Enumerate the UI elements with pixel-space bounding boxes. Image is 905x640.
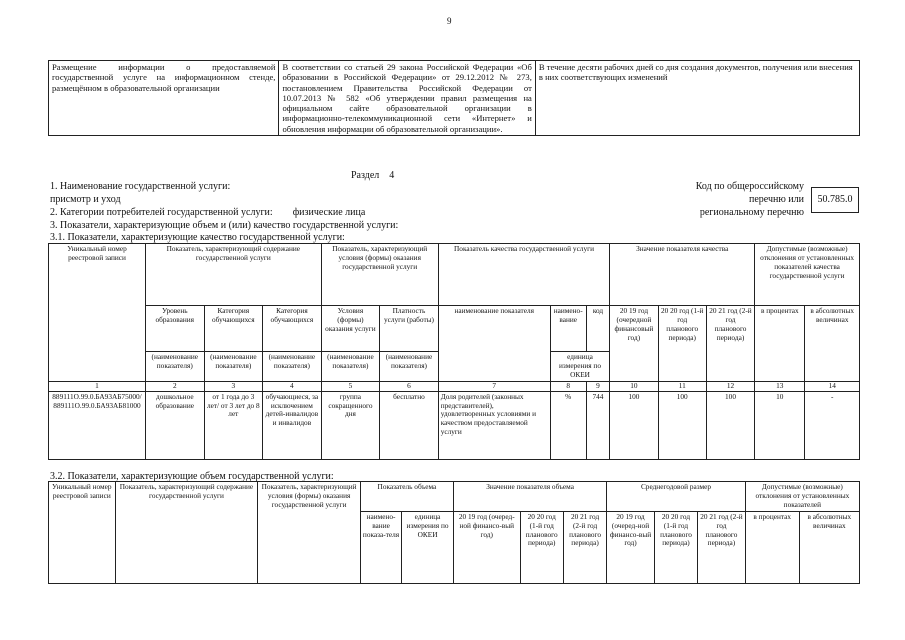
v-h-y1: 20 19 год (очеред-ной финансо-вый год) — [453, 511, 520, 583]
q-col-num: 9 — [586, 381, 610, 391]
q-row-v2: 100 — [658, 391, 706, 459]
q-col-num: 7 — [438, 381, 550, 391]
info-table — [48, 60, 860, 136]
q-h-year2: 20 20 год (1-й год планового периода) — [658, 306, 706, 382]
q-row-level: дошкольное образование — [146, 391, 205, 459]
q-row-unit: % — [550, 391, 586, 459]
q-h-cond-form: Условия (формы) оказания услуги — [321, 306, 380, 352]
q-h-deviation: Допустимые (возможные) отклонения от установленных показателей качества государственной услуги — [755, 244, 860, 306]
q-row-v1: 100 — [610, 391, 658, 459]
q-h-absolute: в абсолютных величинах — [805, 306, 860, 382]
v-h-unique: Уникальный номер реестровой записи — [49, 482, 116, 584]
okpd-line2: перечню или — [748, 194, 804, 205]
v-h-unit: единица измерения по ОКЕИ — [402, 511, 454, 583]
q-col-num: 6 — [380, 381, 439, 391]
q-h-name-ind-1: (наименование показателя) — [146, 352, 205, 382]
table-row — [49, 391, 860, 459]
okpd-line3: региональному перечню — [699, 207, 804, 218]
q-row-form: группа сокращенного дня — [321, 391, 380, 459]
q-row-dev-pct: 10 — [755, 391, 805, 459]
v-h-percent: в процентах — [745, 511, 799, 583]
v-h-volume: Показатель объема — [360, 482, 453, 512]
q-col-num: 1 — [49, 381, 146, 391]
v-h-y3: 20 21 год (2-й год планового периода) — [563, 511, 606, 583]
v-h-avg: Среднегодовой размер — [607, 482, 746, 512]
info-basis: В соответствии со статьей 29 закона Российской Федерации «Об образовании в Российской Федерации» от 29.12.2012 № 273, постановлением Правительства Российской Федерации от 10.07.2013 № 582 «Об утверждении правил размещения на официальном сайте образовательной организации в информационно-телекоммуникационной сети «Интернет» и обновления информации об образовательной организации». — [279, 61, 535, 136]
q-h-name-ind-5: (наименование показателя) — [380, 352, 439, 382]
q-h-year1: 20 19 год (очередной финансовый год) — [610, 306, 658, 382]
q-h-unit-code: код — [586, 306, 610, 352]
v-h-a1: 20 19 год (очеред-ной финансо-вый год) — [607, 511, 655, 583]
q-h-indicator-name: наименование показателя — [438, 306, 550, 382]
q-h-name-ind-2: (наименование показателя) — [204, 352, 263, 382]
v-h-a3: 20 21 год (2-й год планового периода) — [698, 511, 746, 583]
q-h-conditions: Показатель, характеризующий условия (формы) оказания государственной услуги — [321, 244, 438, 306]
volume-table — [48, 481, 860, 584]
page-number: 9 — [447, 16, 452, 26]
v-h-value: Значение показателя объема — [453, 482, 606, 512]
q-col-num: 2 — [146, 381, 205, 391]
v-h-a2: 20 20 год (1-й год планового периода) — [654, 511, 697, 583]
q-row-dev-abs: - — [805, 391, 860, 459]
q-row-category: от 1 года до 3 лет/ от 3 лет до 8 лет — [204, 391, 263, 459]
q-h-category2: Категория обучающихся — [263, 306, 322, 352]
q-col-num: 5 — [321, 381, 380, 391]
info-method: Размещение информации о предоставляемой государственной услуге на информационном стенде, размещённом в образовательной организации — [49, 61, 279, 136]
q-col-num: 3 — [204, 381, 263, 391]
q-h-percent: в процентах — [755, 306, 805, 382]
q-h-quality: Показатель качества государственной услуги — [438, 244, 610, 306]
q-h-unit: единица измерения по ОКЕИ — [550, 352, 610, 382]
volume-label: 3.2. Показатели, характеризующие объем государственной услуги: — [50, 471, 334, 482]
okpd-code: 50.785.0 — [811, 187, 859, 213]
q-h-name-ind-3: (наименование показателя) — [263, 352, 322, 382]
v-h-conditions: Показатель, характеризующий условия (формы) оказания государственной услуги — [258, 482, 361, 584]
q-col-num: 14 — [805, 381, 860, 391]
v-h-absolute: в абсолютных величинах — [799, 511, 859, 583]
quality-table — [48, 243, 860, 460]
q-row-indicator: Доля родителей (законных представителей), удовлетворенных условиями и качеством предоставляемой услуги — [438, 391, 550, 459]
q-col-num: 8 — [550, 381, 586, 391]
q-row-v3: 100 — [706, 391, 754, 459]
q-h-name-ind-4: (наименование показателя) — [321, 352, 380, 382]
q-col-num: 4 — [263, 381, 322, 391]
indicators-label: 3. Показатели, характеризующие объем и (или) качество государственной услуги: — [50, 220, 399, 231]
service-name-label: 1. Наименование государственной услуги: — [50, 181, 231, 192]
q-h-category: Категория обучающихся — [204, 306, 263, 352]
q-h-unit-name: наимено-вание — [550, 306, 586, 352]
q-h-unique: Уникальный номер реестровой записи — [49, 244, 146, 382]
q-row-code: 744 — [586, 391, 610, 459]
okpd-line1: Код по общероссийскому — [695, 181, 804, 192]
q-col-num: 10 — [610, 381, 658, 391]
q-col-num: 12 — [706, 381, 754, 391]
v-h-name: наимено-вание показа-теля — [360, 511, 401, 583]
v-h-content: Показатель, характеризующий содержание государственной услуги — [115, 482, 258, 584]
v-h-deviation: Допустимые (возможные) отклонения от установленных показателей — [745, 482, 859, 512]
q-h-value: Значение показателя качества — [610, 244, 755, 306]
categories-line: 2. Категории потребителей государственной услуги: физические лица — [50, 207, 366, 218]
service-name-value: присмотр и уход — [50, 194, 121, 205]
q-column-numbers — [49, 381, 860, 391]
v-h-y2: 20 20 год (1-й год планового периода) — [520, 511, 563, 583]
quality-label: 3.1. Показатели, характеризующие качество государственной услуги: — [50, 232, 345, 243]
info-frequency: В течение десяти рабочих дней со дня создания документов, получения или внесения в них соответствующих изменений — [535, 61, 859, 136]
section-heading: Раздел 4 — [351, 170, 395, 181]
q-col-num: 13 — [755, 381, 805, 391]
q-col-num: 11 — [658, 381, 706, 391]
q-h-pay: Платность услуги (работы) — [380, 306, 439, 352]
q-h-level: Уровень образования — [146, 306, 205, 352]
q-h-year3: 20 21 год (2-й год планового периода) — [706, 306, 754, 382]
q-row-pay: бесплатно — [380, 391, 439, 459]
q-row-id: 889111О.99.0.БА93АБ75000/ 889111О.99.0.БА93АБ81000 — [49, 391, 146, 459]
q-h-content: Показатель, характеризующий содержание государственной услуги — [146, 244, 322, 306]
q-row-category2: обучающиеся, за исключением детей-инвалидов и инвалидов — [263, 391, 322, 459]
